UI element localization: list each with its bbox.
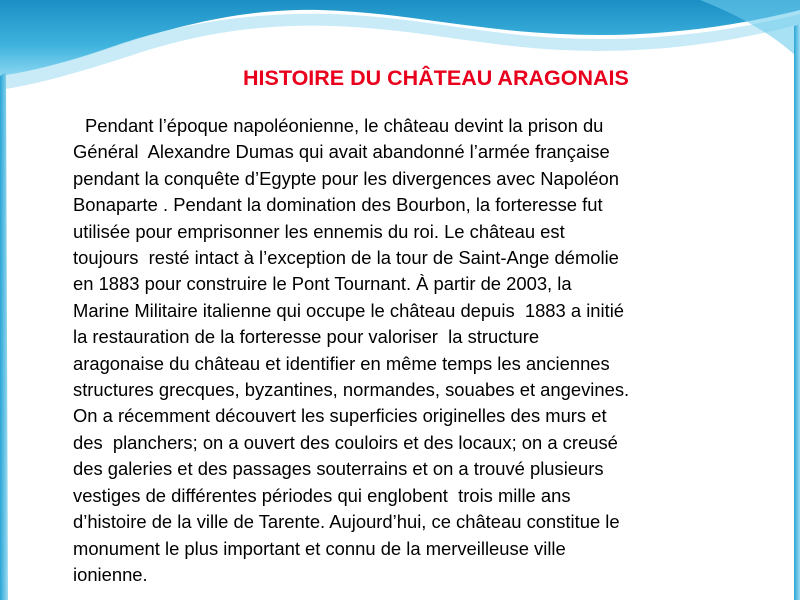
body-line: On a récemment découvert les superficies originelles des murs et	[73, 405, 607, 427]
body-line: des planchers; on a ouvert des couloirs et des locaux; on a creusé	[73, 431, 618, 453]
slide-title: HISTOIRE DU CHÂTEAU ARAGONAIS	[243, 66, 629, 90]
body-line: utilisée pour emprisonner les ennemis du roi. Le château est	[73, 220, 565, 242]
body-line: d’histoire de la ville de Tarente. Aujourd’hui, ce château constitue le	[73, 511, 620, 533]
body-line: Marine Militaire italienne qui occupe le château depuis 1883 a initié	[73, 299, 625, 321]
body-line: vestiges de différentes périodes qui englobent trois mille ans	[73, 484, 571, 506]
body-line: Pendant l’époque napoléonienne, le château devint la prison du	[85, 115, 604, 136]
body-line: Général Alexandre Dumas qui avait abandonné l’armée française	[73, 141, 610, 163]
body-line: des galeries et des passages souterrains et on a trouvé plusieurs	[73, 458, 604, 480]
body-paragraph	[73, 113, 753, 588]
body-line: aragonaise du château et identifier en même temps les anciennes	[73, 352, 610, 374]
body-line: structures grecques, byzantines, normandes, souabes et angevines.	[73, 379, 630, 401]
body-line: monument le plus important et connu de la merveilleuse ville	[73, 537, 566, 559]
body-line: toujours resté intact à l’exception de la tour de Saint-Ange démolie	[73, 247, 619, 269]
right-stripe	[794, 24, 800, 600]
body-line: ionienne.	[73, 563, 148, 585]
left-stripe	[0, 72, 8, 600]
body-line: pendant la conquête d’Egypte pour les divergences avec Napoléon	[73, 167, 619, 189]
body-line: la restauration de la forteresse pour valoriser la structure	[73, 326, 540, 348]
body-line: Bonaparte . Pendant la domination des Bourbon, la forteresse fut	[73, 194, 603, 216]
body-line: en 1883 pour construire le Pont Tournant. À partir de 2003, la	[73, 273, 572, 295]
